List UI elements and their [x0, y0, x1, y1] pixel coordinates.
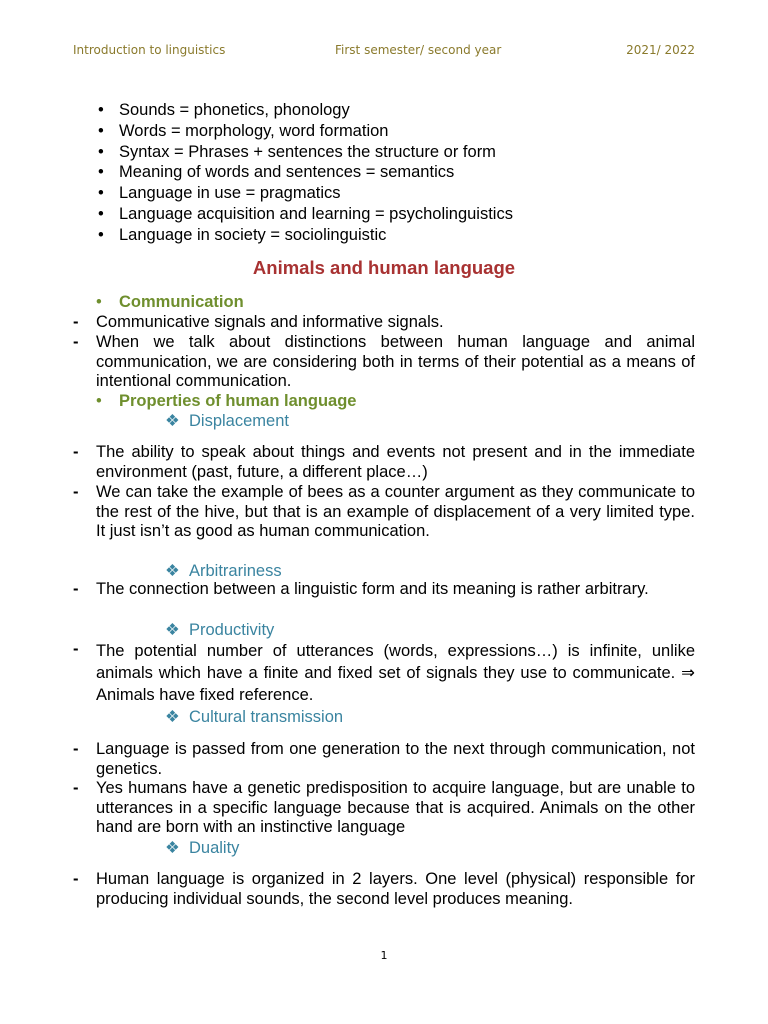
bullet-marker: •	[96, 293, 102, 311]
displacement-heading	[165, 411, 289, 431]
cultural-transmission-heading	[165, 707, 343, 727]
displacement-point-2	[73, 483, 695, 542]
duality-heading	[165, 838, 239, 858]
heading-text: Properties of human language	[119, 392, 357, 410]
paragraph-text: We can take the example of bees as a counter argument as they communicate to the rest of the hive, but that is an example of displacement of a very limited type. It just isn’t as good as human communication.	[96, 483, 695, 540]
paragraph-text: The connection between a linguistic form and its meaning is rather arbitrary.	[96, 580, 649, 598]
header-year: 2021/ 2022	[626, 43, 695, 57]
communication-heading	[96, 293, 244, 312]
page-number: 1	[380, 949, 388, 962]
arbitrariness-point-1	[73, 580, 695, 600]
section-title: Animals and human language	[252, 257, 516, 278]
cultural-point-2	[73, 779, 695, 838]
arbitrariness-heading	[165, 561, 282, 581]
heading-text: Communication	[119, 293, 244, 311]
header-course: Introduction to linguistics	[73, 43, 226, 57]
subheading-text: Displacement	[189, 412, 289, 430]
list-item: • Sounds = phonetics, phonology	[96, 100, 513, 121]
paragraph-text: When we talk about distinctions between human language and animal communication, we are considering both in terms of their potential as a means of intentional communication.	[96, 333, 695, 390]
list-item: • Meaning of words and sentences = semantics	[96, 162, 513, 183]
productivity-heading	[165, 620, 274, 640]
dash-marker: -	[73, 483, 79, 501]
dash-marker: -	[73, 313, 79, 331]
paragraph-text: The ability to speak about things and events not present and in the immediate environment (past, future, a different place…)	[96, 443, 695, 481]
header-semester: First semester/ second year	[335, 43, 502, 57]
subheading-text: Cultural transmission	[189, 708, 344, 726]
list-item: • Language in use = pragmatics	[96, 183, 513, 204]
paragraph-text: Yes humans have a genetic predisposition to acquire language, but are unable to utterances in a specific language because that is acquired. Animals on the other hand are born with an instinctive language	[96, 779, 695, 836]
dash-marker: -	[73, 779, 79, 797]
diamond-bullet-icon: ❖	[165, 621, 180, 639]
paragraph-text: Language is passed from one generation to the next through communication, not genetics.	[96, 740, 695, 778]
list-item: • Language acquisition and learning = psycholinguistics	[96, 204, 513, 225]
bullet-marker: •	[96, 392, 102, 410]
dash-marker: -	[73, 870, 79, 888]
diamond-bullet-icon: ❖	[165, 412, 180, 430]
paragraph-text: Communicative signals and informative signals.	[96, 313, 444, 331]
subheading-text: Duality	[189, 839, 240, 857]
list-item: • Syntax = Phrases + sentences the structure or form	[96, 142, 513, 163]
properties-heading	[96, 392, 356, 411]
duality-point-1	[73, 870, 695, 909]
dash-marker: -	[73, 640, 79, 658]
subheading-text: Arbitrariness	[189, 562, 282, 580]
dash-marker: -	[73, 333, 79, 351]
dash-marker: -	[73, 443, 79, 461]
subheading-text: Productivity	[189, 621, 275, 639]
dash-marker: -	[73, 580, 79, 598]
dash-marker: -	[73, 740, 79, 758]
diamond-bullet-icon: ❖	[165, 708, 180, 726]
linguistics-branches-list	[96, 100, 513, 246]
communication-point-2	[73, 333, 695, 392]
cultural-point-1	[73, 740, 695, 779]
communication-point-1	[73, 313, 695, 333]
page-header	[73, 43, 695, 61]
paragraph-text: The potential number of utterances (words, expressions…) is infinite, unlike animals which have a finite and fixed set of signals they use to communicate. ⇒ Animals have fixed reference.	[96, 642, 695, 704]
list-item: • Language in society = sociolinguistic	[96, 225, 513, 246]
list-item: • Words = morphology, word formation	[96, 121, 513, 142]
paragraph-text: Human language is organized in 2 layers. One level (physical) responsible for producing individual sounds, the second level produces meaning.	[96, 870, 695, 908]
productivity-point-1	[73, 640, 695, 706]
diamond-bullet-icon: ❖	[165, 562, 180, 580]
diamond-bullet-icon: ❖	[165, 839, 180, 857]
displacement-point-1	[73, 443, 695, 482]
